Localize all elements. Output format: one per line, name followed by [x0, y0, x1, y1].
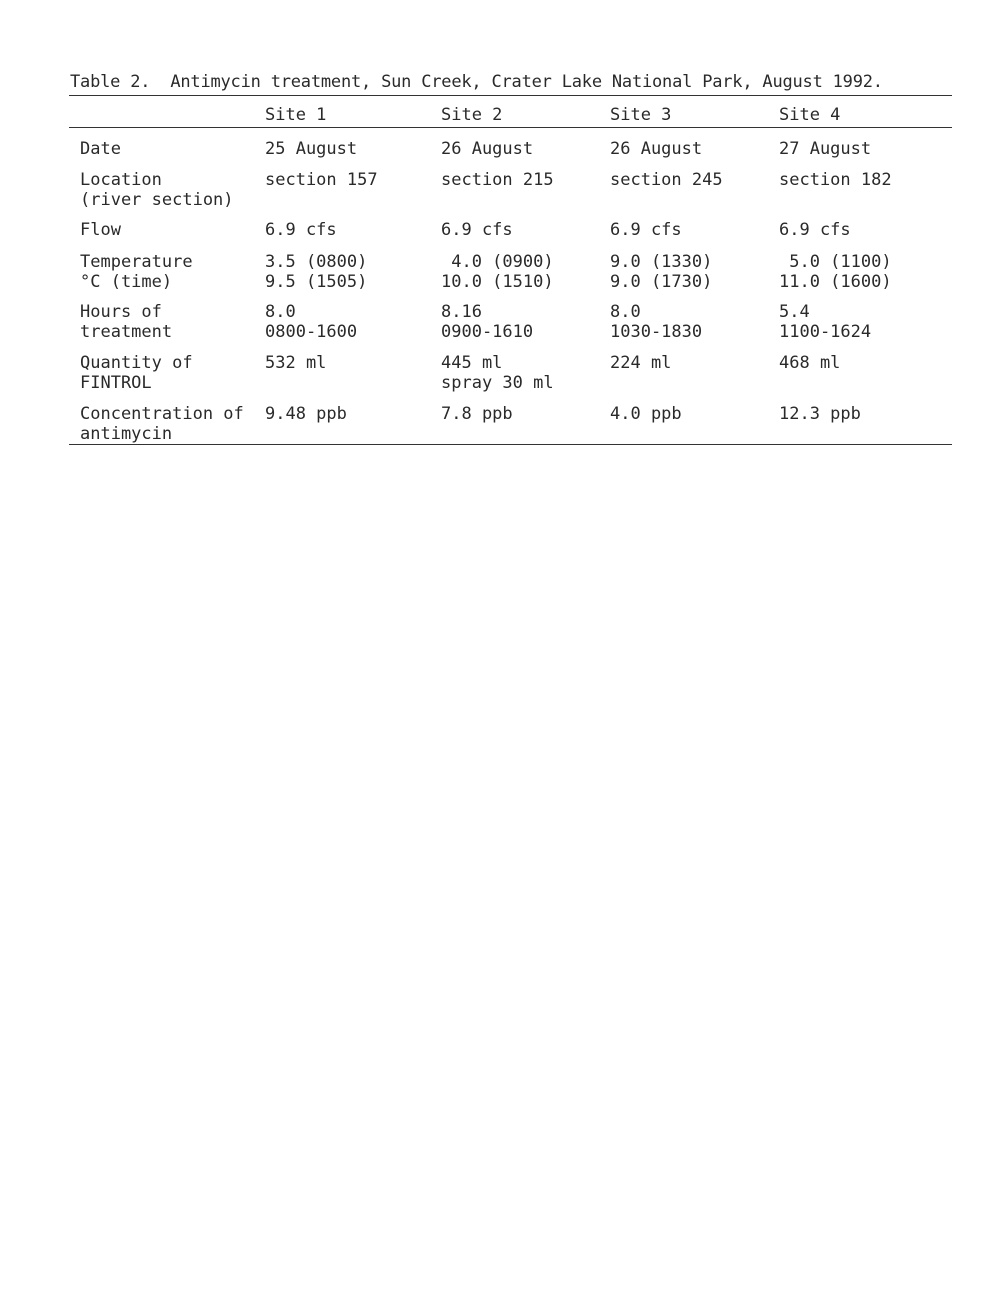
row-label-line: (river section) — [80, 190, 234, 210]
table-cell-line: 25 August — [265, 139, 358, 159]
table-cell-line: 3.5 (0800) — [265, 252, 368, 272]
row-label-line: Flow — [80, 220, 121, 240]
column-header-site-4: Site 4 — [779, 105, 841, 125]
table-cell-line: 9.5 (1505) — [265, 272, 368, 292]
table-cell — [265, 302, 357, 342]
table-bottom-rule — [69, 444, 952, 445]
table-cell-line: 224 ml — [610, 353, 672, 373]
table-cell-line: 27 August — [779, 139, 872, 159]
table-cell-line: 5.0 (1100) — [779, 252, 892, 272]
table-cell-line: 26 August — [610, 139, 703, 159]
table-cell-line: section 157 — [265, 170, 378, 190]
table-cell — [265, 404, 347, 424]
column-header-site-1: Site 1 — [265, 105, 327, 125]
table-cell-line: 0800-1600 — [265, 322, 358, 342]
row-label — [80, 170, 234, 210]
table-cell-line: 26 August — [441, 139, 534, 159]
table-cell — [265, 170, 378, 190]
table-top-rule — [69, 95, 952, 96]
table-cell-line: 9.0 (1730) — [610, 272, 713, 292]
table-header-rule — [69, 127, 952, 128]
row-label-line: Location — [80, 170, 162, 190]
table-cell-line: 468 ml — [779, 353, 841, 373]
table-cell-line: 532 ml — [265, 353, 327, 373]
table-cell — [441, 139, 533, 159]
row-label-line: Concentration of — [80, 404, 244, 424]
table-cell — [610, 302, 702, 342]
table-caption: Table 2. Antimycin treatment, Sun Creek, Crater Lake National Park, August 1992. — [70, 72, 883, 92]
table-cell-line: 6.9 cfs — [265, 220, 337, 240]
row-label — [80, 353, 193, 393]
table-cell — [441, 170, 554, 190]
table-cell-line: 6.9 cfs — [441, 220, 513, 240]
table-cell-line: section 182 — [779, 170, 892, 190]
table-cell — [610, 139, 702, 159]
table-cell-line: 1030-1830 — [610, 322, 703, 342]
row-label — [80, 252, 193, 292]
table-cell — [265, 139, 357, 159]
table-cell-line: section 245 — [610, 170, 723, 190]
table-cell — [441, 302, 533, 342]
table-cell — [441, 252, 554, 292]
row-label-line: Temperature — [80, 252, 193, 272]
table-cell — [779, 302, 871, 342]
row-label-line: antimycin — [80, 424, 173, 444]
table-cell — [610, 353, 671, 373]
table-cell — [265, 353, 326, 373]
table-cell — [610, 252, 712, 292]
table-cell-line: 1100-1624 — [779, 322, 872, 342]
row-label-line: Date — [80, 139, 121, 159]
table-cell-line: 4.0 (0900) — [441, 252, 554, 272]
table-cell-line: 8.0 — [265, 302, 296, 322]
table-cell-line: 8.0 — [610, 302, 641, 322]
table-cell — [441, 220, 513, 240]
row-label-line: FINTROL — [80, 373, 152, 393]
row-label — [80, 404, 244, 444]
table-cell-line: 8.16 — [441, 302, 482, 322]
row-label — [80, 302, 172, 342]
table-cell — [779, 139, 871, 159]
table-cell — [610, 220, 682, 240]
table-cell — [265, 220, 337, 240]
table-cell — [779, 404, 861, 424]
table-cell-line: 9.0 (1330) — [610, 252, 713, 272]
row-label — [80, 139, 121, 159]
table-cell-line: spray 30 ml — [441, 373, 554, 393]
row-label-line: °C (time) — [80, 272, 173, 292]
table-cell — [441, 404, 513, 424]
table-cell-line: 445 ml — [441, 353, 503, 373]
table-cell-line: 12.3 ppb — [779, 404, 861, 424]
row-label-line: Hours of — [80, 302, 162, 322]
row-label-line: Quantity of — [80, 353, 193, 373]
table-cell-line: section 215 — [441, 170, 554, 190]
row-label-line: treatment — [80, 322, 173, 342]
table-cell-line: 5.4 — [779, 302, 810, 322]
table-cell — [779, 220, 851, 240]
table-cell — [610, 404, 682, 424]
table-cell-line: 6.9 cfs — [610, 220, 682, 240]
table-cell-line: 11.0 (1600) — [779, 272, 892, 292]
table-cell — [610, 170, 723, 190]
table-cell-line: 0900-1610 — [441, 322, 534, 342]
table-cell — [779, 353, 840, 373]
table-cell — [779, 170, 892, 190]
table-cell-line: 9.48 ppb — [265, 404, 347, 424]
column-header-site-2: Site 2 — [441, 105, 503, 125]
table-cell — [265, 252, 367, 292]
table-cell — [441, 353, 554, 393]
table-cell-line: 4.0 ppb — [610, 404, 682, 424]
column-header-site-3: Site 3 — [610, 105, 672, 125]
table-cell-line: 6.9 cfs — [779, 220, 851, 240]
table-cell-line: 7.8 ppb — [441, 404, 513, 424]
table-cell — [779, 252, 892, 292]
table-cell-line: 10.0 (1510) — [441, 272, 554, 292]
row-label — [80, 220, 121, 240]
